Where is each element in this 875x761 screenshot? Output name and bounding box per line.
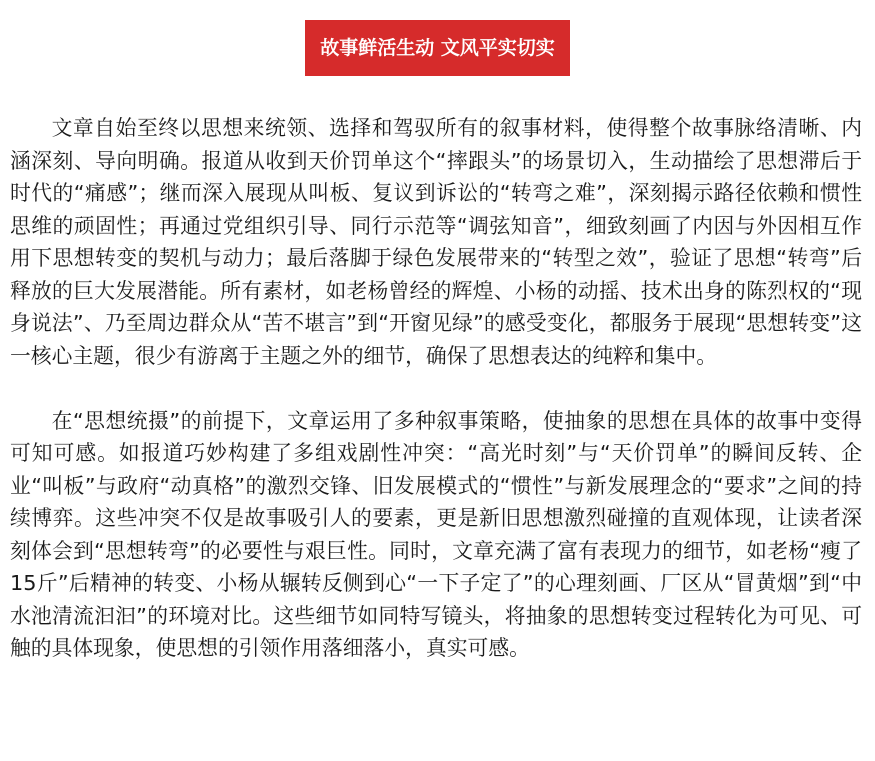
paragraph-2: 在“思想统摄”的前提下，文章运用了多种叙事策略，使抽象的思想在具体的故事中变得可知可感。如报道巧妙构建了多组戏剧性冲突：“高光时刻”与“天价罚单”的瞬间反转、企业“叫板”与政府“动真格”的激烈交锋、旧发展模式的“惯性”与新发展理念的“要求”之间的持续博弈。这些冲突不仅是故事吸引人的要素，更是新旧思想激烈碰撞的直观体现，让读者深刻体会到“思想转弯”的必要性与艰巨性。同时，文章充满了富有表现力的细节，如老杨“瘦了15斤”后精神的转变、小杨从辗转反侧到心“一下子定了”的心理刻画、厂区从“冒黄烟”到“中水池清流汩汩”的环境对比。这些细节如同特写镜头，将抽象的思想转变过程转化为可见、可触的具体现象，使思想的引领作用落细落小，真实可感。	[10, 408, 862, 660]
title-banner	[0, 20, 875, 76]
section-title: 故事鲜活生动 文风平实切实	[305, 20, 570, 76]
paragraph-1: 文章自始至终以思想来统领、选择和驾驭所有的叙事材料，使得整个故事脉络清晰、内涵深刻、导向明确。报道从收到天价罚单这个“摔跟头”的场景切入，生动描绘了思想滞后于时代的“痛感”；继而深入展现从叫板、复议到诉讼的“转弯之难”，深刻揭示路径依赖和惯性思维的顽固性；再通过党组织引导、同行示范等“调弦知音”，细致刻画了内因与外因相互作用下思想转变的契机与动力；最后落脚于绿色发展带来的“转型之效”，验证了思想“转弯”后释放的巨大发展潜能。所有素材，如老杨曾经的辉煌、小杨的动摇、技术出身的陈烈权的“现身说法”、乃至周边群众从“苦不堪言”到“开窗见绿”的感受变化，都服务于展现“思想转变”这一核心主题，很少有游离于主题之外的细节，确保了思想表达的纯粹和集中。	[10, 116, 862, 368]
article-body	[10, 112, 862, 665]
